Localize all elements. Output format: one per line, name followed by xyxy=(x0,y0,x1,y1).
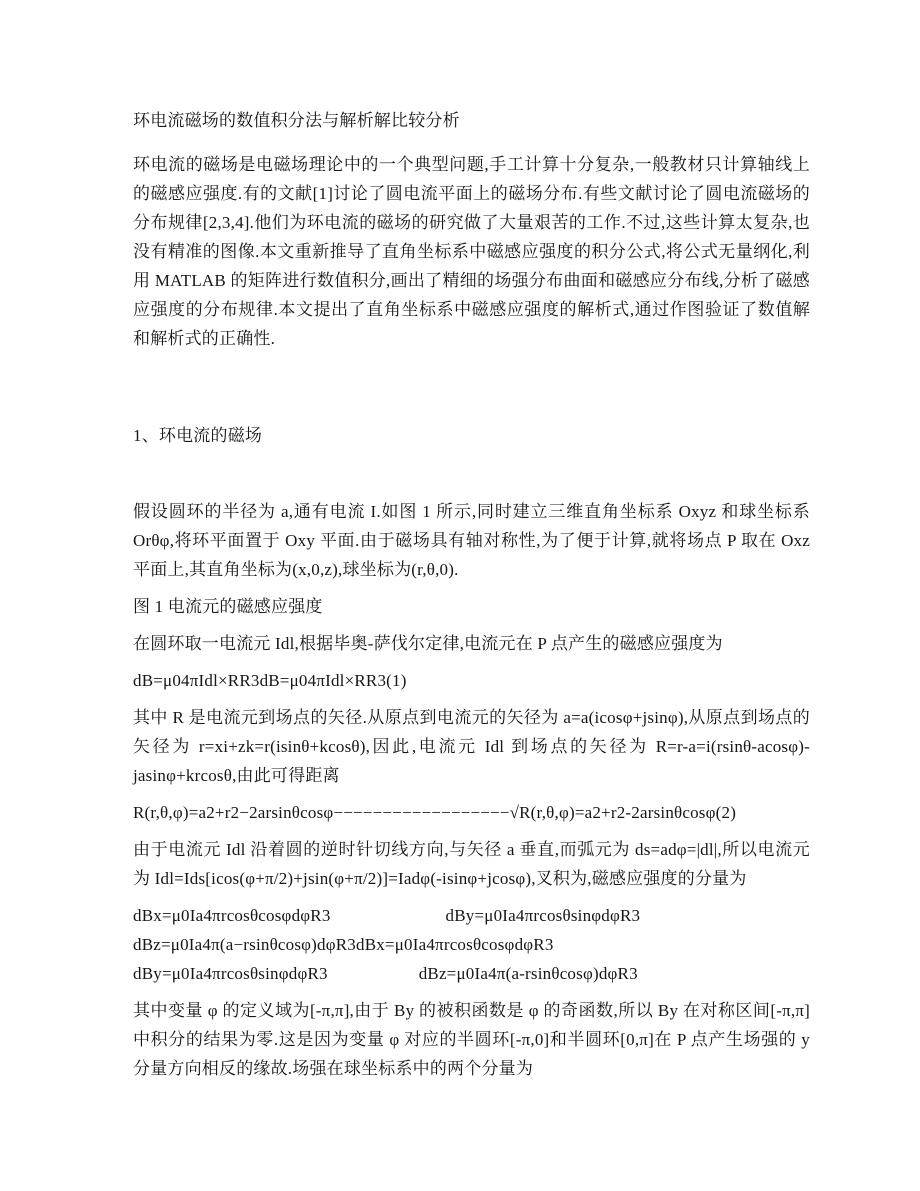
equation-3-dbz-text: dBz=μ0Ia4π(a-rsinθcosφ)dφR3 xyxy=(418,964,638,983)
equation-3-dbx-text: dBx=μ0Ia4πrcosθcosφdφR3 xyxy=(133,906,331,925)
biot-savart-paragraph: 在圆环取一电流元 Idl,根据毕奥-萨伐尔定律,电流元在 P 点产生的磁感应强度为 xyxy=(133,634,723,653)
equation-3-block xyxy=(133,901,810,988)
equation-2: R(r,θ,φ)=a2+r2−2arsinθcosφ−−−−−−−−−−−−−−−−−−√R(r,θ,φ)=a2+r2-2arsinθcosφ(2) xyxy=(133,803,737,822)
vector-paragraph: 其中 R 是电流元到场点的矢径.从原点到电流元的矢径为 a=a(icosφ+jsinφ),从原点到场点的矢径为 r=xi+zk=r(isinθ+kcosθ),因此,电流元 Idl 到场点的矢径为 R=r-a=i(rsinθ-acosφ)-jasinφ+krcosθ,由此可得距离 xyxy=(133,708,810,785)
abstract-paragraph: 环电流的磁场是电磁场理论中的一个典型问题,手工计算十分复杂,一般教材只计算轴线上的磁感应强度.有的文献[1]讨论了圆电流平面上的磁场分布.有些文献讨论了圆电流磁场的分布规律[2,3,4].他们为环电流的磁场的研究做了大量艰苦的工作.不过,这些计算太复杂,也没有精准的图像.本文重新推导了直角坐标系中磁感应强度的积分公式,将公式无量纲化,利用 MATLAB 的矩阵进行数值积分,画出了精细的场强分布曲面和磁感应分布线,分析了磁感应强度的分布规律.本文提出了直角坐标系中磁感应强度的解析式,通过作图验证了数值解和解析式的正确性. xyxy=(133,155,810,348)
equation-3-line-1 xyxy=(133,901,810,930)
figure-1-caption: 图 1 电流元的磁感应强度 xyxy=(133,597,323,616)
symmetry-paragraph: 其中变量 φ 的定义域为[-π,π],由于 By 的被积函数是 φ 的奇函数,所以 By 在对称区间[-π,π]中积分的结果为零.这是因为变量 φ 对应的半圆环[-π,0]和半圆环[0,π]在 P 点产生场强的 y 分量方向相反的缘故.场强在球坐标系中的两个分量为 xyxy=(133,1001,810,1078)
section-1-heading: 1、环电流的磁场 xyxy=(133,426,263,445)
equation-3-line-2: dBz=μ0Ia4π(a−rsinθcosφ)dφR3dBx=μ0Ia4πrcosθcosφdφR3 xyxy=(133,935,554,954)
current-element-paragraph: 由于电流元 Idl 沿着圆的逆时针切线方向,与矢径 a 垂直,而弧元为 ds=adφ=|dl|,所以电流元为 Idl=Ids[icos(φ+π/2)+jsin(φ+π/2)]=Iadφ(-isinφ+jcosφ),叉积为,磁感应强度的分量为 xyxy=(133,840,810,888)
equation-3-line-3 xyxy=(133,959,810,988)
setup-paragraph: 假设圆环的半径为 a,通有电流 I.如图 1 所示,同时建立三维直角坐标系 Oxyz 和球坐标系 Orθφ,将环平面置于 Oxy 平面.由于磁场具有轴对称性,为了便于计算,就将场点 P 取在 Oxz 平面上,其直角坐标为(x,0,z),球坐标为(r,θ,0). xyxy=(133,502,810,579)
document-title: 环电流磁场的数值积分法与解析解比较分析 xyxy=(133,111,460,130)
equation-1: dB=μ04πIdl×RR3dB=μ04πIdl×RR3(1) xyxy=(133,671,407,690)
equation-3-dby2-text: dBy=μ0Ia4πrcosθsinφdφR3 xyxy=(133,964,328,983)
equation-3-dby-text: dBy=μ0Ia4πrcosθsinφdφR3 xyxy=(445,906,641,925)
